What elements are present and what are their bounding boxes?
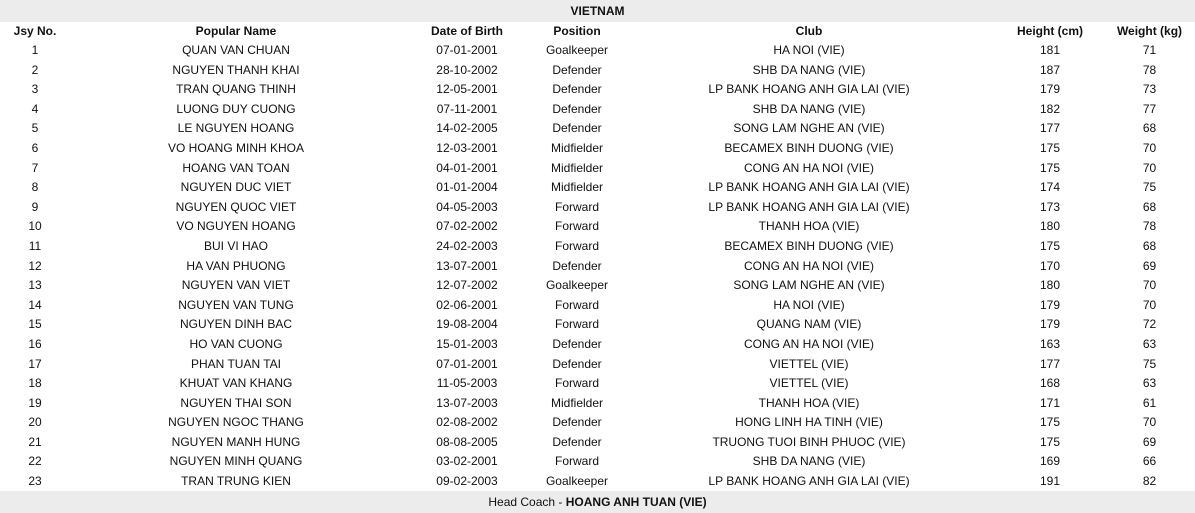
cell-dob: 24-02-2003 bbox=[436, 238, 498, 253]
cell-position: Forward bbox=[554, 317, 599, 332]
cell-club: CONG AN HA NOI (VIE) bbox=[743, 160, 875, 175]
cell-height: 182 bbox=[1039, 101, 1061, 116]
table-row bbox=[0, 41, 1195, 61]
cell-club: LP BANK HOANG ANH GIA LAI (VIE) bbox=[708, 474, 910, 489]
cell-name: HO VAN CUONG bbox=[189, 336, 283, 351]
cell-jsy: 12 bbox=[28, 258, 42, 273]
header-height: Height (cm) bbox=[1017, 24, 1083, 38]
table-row bbox=[0, 217, 1195, 237]
cell-height: 175 bbox=[1039, 140, 1061, 155]
cell-position: Goalkeeper bbox=[545, 278, 609, 293]
cell-name: QUAN VAN CHUAN bbox=[182, 43, 290, 57]
cell-height: 177 bbox=[1039, 121, 1061, 136]
cell-name: HOANG VAN TOAN bbox=[182, 160, 290, 175]
head-coach-label: Head Coach - bbox=[488, 495, 566, 509]
cell-position: Defender bbox=[552, 121, 602, 136]
cell-dob: 01-01-2004 bbox=[436, 180, 498, 195]
cell-weight: 77 bbox=[1142, 101, 1157, 116]
cell-jsy: 10 bbox=[28, 219, 42, 234]
cell-position: Goalkeeper bbox=[545, 43, 609, 57]
cell-position: Defender bbox=[552, 101, 602, 116]
head-coach-bar bbox=[0, 491, 1195, 513]
cell-jsy: 6 bbox=[31, 140, 39, 155]
table-row bbox=[0, 178, 1195, 198]
cell-weight: 70 bbox=[1142, 140, 1157, 155]
header-position: Position bbox=[553, 24, 601, 38]
cell-position: Midfielder bbox=[550, 140, 604, 155]
cell-weight: 78 bbox=[1142, 62, 1157, 77]
cell-weight: 75 bbox=[1142, 180, 1157, 195]
table-row bbox=[0, 413, 1195, 433]
cell-name: NGUYEN THAI SON bbox=[180, 395, 292, 410]
cell-dob: 07-01-2001 bbox=[436, 356, 498, 371]
cell-position: Midfielder bbox=[550, 395, 604, 410]
cell-height: 168 bbox=[1039, 376, 1061, 391]
cell-weight: 70 bbox=[1142, 278, 1157, 293]
table-row bbox=[0, 452, 1195, 472]
cell-height: 163 bbox=[1039, 336, 1061, 351]
cell-name: TRAN QUANG THINH bbox=[176, 82, 296, 97]
cell-club: CONG AN HA NOI (VIE) bbox=[743, 336, 875, 351]
cell-jsy: 20 bbox=[28, 415, 42, 430]
cell-height: 175 bbox=[1039, 434, 1061, 449]
header-jsy: Jsy No. bbox=[13, 24, 57, 38]
header-dob: Date of Birth bbox=[431, 24, 503, 38]
header-club: Club bbox=[795, 24, 823, 38]
cell-height: 177 bbox=[1039, 356, 1061, 371]
cell-position: Forward bbox=[554, 376, 599, 391]
header-name: Popular Name bbox=[195, 24, 277, 38]
cell-dob: 15-01-2003 bbox=[436, 336, 498, 351]
cell-height: 180 bbox=[1039, 278, 1061, 293]
table-row bbox=[0, 276, 1195, 296]
cell-club: SHB DA NANG (VIE) bbox=[752, 101, 866, 116]
cell-height: 169 bbox=[1039, 454, 1061, 469]
cell-weight: 68 bbox=[1142, 121, 1157, 136]
cell-jsy: 5 bbox=[31, 121, 39, 136]
cell-position: Midfielder bbox=[550, 160, 604, 175]
cell-name: NGUYEN VAN VIET bbox=[181, 278, 291, 293]
cell-jsy: 9 bbox=[31, 199, 39, 214]
cell-weight: 70 bbox=[1142, 160, 1157, 175]
cell-club: TRUONG TUOI BINH PHUOC (VIE) bbox=[712, 434, 906, 449]
cell-name: NGUYEN DUC VIET bbox=[180, 180, 292, 195]
cell-height: 175 bbox=[1039, 238, 1061, 253]
cell-dob: 28-10-2002 bbox=[436, 62, 498, 77]
cell-club: QUANG NAM (VIE) bbox=[756, 317, 862, 332]
cell-weight: 63 bbox=[1142, 336, 1157, 351]
table-row bbox=[0, 355, 1195, 375]
cell-club: VIETTEL (VIE) bbox=[769, 356, 849, 371]
cell-position: Forward bbox=[554, 238, 599, 253]
table-row bbox=[0, 119, 1195, 139]
cell-weight: 69 bbox=[1142, 434, 1157, 449]
cell-club: HONG LINH HA TINH (VIE) bbox=[735, 415, 883, 430]
cell-club: LP BANK HOANG ANH GIA LAI (VIE) bbox=[708, 180, 910, 195]
cell-height: 179 bbox=[1039, 317, 1061, 332]
cell-jsy: 11 bbox=[28, 238, 42, 253]
cell-jsy: 22 bbox=[28, 454, 42, 469]
table-row bbox=[0, 433, 1195, 453]
cell-name: VO NGUYEN HOANG bbox=[176, 219, 296, 234]
table-row bbox=[0, 80, 1195, 100]
cell-dob: 02-08-2002 bbox=[436, 415, 498, 430]
table-row bbox=[0, 394, 1195, 414]
cell-name: NGUYEN DINH BAC bbox=[179, 317, 292, 332]
table-row bbox=[0, 139, 1195, 159]
cell-name: NGUYEN VAN TUNG bbox=[178, 297, 294, 312]
cell-height: 179 bbox=[1039, 297, 1061, 312]
cell-weight: 66 bbox=[1142, 454, 1157, 469]
table-row bbox=[0, 296, 1195, 316]
cell-name: BUI VI HAO bbox=[203, 238, 268, 253]
cell-position: Defender bbox=[552, 258, 602, 273]
cell-club: HA NOI (VIE) bbox=[773, 43, 845, 57]
cell-name: HA VAN PHUONG bbox=[186, 258, 286, 273]
cell-jsy: 15 bbox=[28, 317, 42, 332]
cell-dob: 07-11-2001 bbox=[436, 101, 498, 116]
table-row bbox=[0, 374, 1195, 394]
cell-name: TRAN TRUNG KIEN bbox=[181, 474, 291, 489]
table-row bbox=[0, 335, 1195, 355]
cell-weight: 69 bbox=[1142, 258, 1157, 273]
cell-weight: 75 bbox=[1142, 356, 1157, 371]
cell-jsy: 23 bbox=[28, 474, 42, 489]
table-row bbox=[0, 257, 1195, 277]
cell-position: Forward bbox=[554, 219, 599, 234]
cell-weight: 63 bbox=[1142, 376, 1157, 391]
cell-name: LUONG DUY CUONG bbox=[176, 101, 296, 116]
cell-position: Forward bbox=[554, 297, 599, 312]
cell-position: Forward bbox=[554, 454, 599, 469]
cell-weight: 78 bbox=[1142, 219, 1157, 234]
cell-weight: 71 bbox=[1142, 43, 1157, 57]
cell-position: Defender bbox=[552, 434, 602, 449]
cell-club: BECAMEX BINH DUONG (VIE) bbox=[724, 140, 894, 155]
cell-dob: 07-02-2002 bbox=[436, 219, 498, 234]
cell-position: Defender bbox=[552, 356, 602, 371]
header-weight: Weight (kg) bbox=[1116, 24, 1183, 38]
table-row bbox=[0, 198, 1195, 218]
cell-position: Forward bbox=[554, 199, 599, 214]
cell-weight: 68 bbox=[1142, 238, 1157, 253]
cell-jsy: 17 bbox=[28, 356, 42, 371]
cell-dob: 13-07-2001 bbox=[436, 258, 498, 273]
cell-height: 174 bbox=[1039, 180, 1061, 195]
cell-dob: 12-07-2002 bbox=[436, 278, 498, 293]
cell-name: NGUYEN THANH KHAI bbox=[172, 62, 300, 77]
cell-height: 187 bbox=[1039, 62, 1061, 77]
cell-jsy: 3 bbox=[31, 82, 39, 97]
cell-jsy: 4 bbox=[31, 101, 39, 116]
cell-position: Defender bbox=[552, 336, 602, 351]
cell-name: NGUYEN MANH HUNG bbox=[171, 434, 301, 449]
player-rows bbox=[0, 41, 1195, 492]
cell-position: Defender bbox=[552, 82, 602, 97]
table-row bbox=[0, 315, 1195, 335]
cell-dob: 13-07-2003 bbox=[436, 395, 498, 410]
cell-club: SONG LAM NGHE AN (VIE) bbox=[733, 278, 885, 293]
cell-jsy: 1 bbox=[31, 43, 39, 57]
cell-height: 181 bbox=[1039, 43, 1061, 57]
cell-name: PHAN TUAN TAI bbox=[190, 356, 282, 371]
cell-club: LP BANK HOANG ANH GIA LAI (VIE) bbox=[708, 82, 910, 97]
cell-height: 175 bbox=[1039, 415, 1061, 430]
cell-club: BECAMEX BINH DUONG (VIE) bbox=[724, 238, 894, 253]
cell-jsy: 13 bbox=[28, 278, 42, 293]
cell-weight: 70 bbox=[1142, 415, 1157, 430]
head-coach-name: HOANG ANH TUAN (VIE) bbox=[565, 495, 707, 509]
cell-dob: 14-02-2005 bbox=[436, 121, 498, 136]
cell-name: KHUAT VAN KHANG bbox=[179, 376, 293, 391]
cell-weight: 70 bbox=[1142, 297, 1157, 312]
cell-dob: 07-01-2001 bbox=[436, 43, 498, 57]
cell-club: SHB DA NANG (VIE) bbox=[752, 62, 866, 77]
cell-position: Defender bbox=[552, 415, 602, 430]
cell-position: Defender bbox=[552, 62, 602, 77]
cell-height: 180 bbox=[1039, 219, 1061, 234]
cell-dob: 11-05-2003 bbox=[436, 376, 498, 391]
cell-position: Midfielder bbox=[550, 180, 604, 195]
cell-dob: 12-03-2001 bbox=[436, 140, 498, 155]
cell-jsy: 14 bbox=[28, 297, 42, 312]
table-row bbox=[0, 237, 1195, 257]
cell-club: SHB DA NANG (VIE) bbox=[752, 454, 866, 469]
cell-height: 175 bbox=[1039, 160, 1061, 175]
cell-jsy: 21 bbox=[28, 434, 42, 449]
cell-name: NGUYEN MINH QUANG bbox=[169, 454, 303, 469]
cell-height: 179 bbox=[1039, 82, 1061, 97]
cell-weight: 61 bbox=[1142, 395, 1157, 410]
table-row bbox=[0, 61, 1195, 81]
cell-club: THANH HOA (VIE) bbox=[758, 219, 860, 234]
cell-height: 173 bbox=[1039, 199, 1061, 214]
table-row bbox=[0, 100, 1195, 120]
cell-dob: 12-05-2001 bbox=[436, 82, 498, 97]
cell-dob: 08-08-2005 bbox=[436, 434, 498, 449]
cell-jsy: 19 bbox=[28, 395, 42, 410]
cell-height: 191 bbox=[1039, 474, 1061, 489]
cell-position: Goalkeeper bbox=[545, 474, 609, 489]
cell-weight: 73 bbox=[1142, 82, 1157, 97]
cell-name: VO HOANG MINH KHOA bbox=[167, 140, 304, 155]
cell-jsy: 8 bbox=[31, 180, 39, 195]
cell-dob: 19-08-2004 bbox=[436, 317, 498, 332]
cell-weight: 82 bbox=[1142, 474, 1157, 489]
cell-jsy: 16 bbox=[28, 336, 42, 351]
table-row bbox=[0, 472, 1195, 492]
cell-club: CONG AN HA NOI (VIE) bbox=[743, 258, 875, 273]
cell-club: SONG LAM NGHE AN (VIE) bbox=[733, 121, 885, 136]
cell-dob: 04-05-2003 bbox=[436, 199, 498, 214]
cell-club: VIETTEL (VIE) bbox=[769, 376, 849, 391]
cell-height: 170 bbox=[1039, 258, 1061, 273]
cell-dob: 04-01-2001 bbox=[436, 160, 498, 175]
cell-dob: 03-02-2001 bbox=[436, 454, 498, 469]
team-title: VIETNAM bbox=[0, 0, 1195, 22]
cell-height: 171 bbox=[1039, 395, 1061, 410]
cell-club: HA NOI (VIE) bbox=[773, 297, 845, 312]
cell-jsy: 7 bbox=[31, 160, 39, 175]
cell-jsy: 18 bbox=[28, 376, 42, 391]
cell-weight: 68 bbox=[1142, 199, 1157, 214]
cell-weight: 72 bbox=[1142, 317, 1157, 332]
cell-name: NGUYEN NGOC THANG bbox=[168, 415, 304, 430]
cell-dob: 02-06-2001 bbox=[436, 297, 498, 312]
cell-club: THANH HOA (VIE) bbox=[758, 395, 860, 410]
cell-name: NGUYEN QUOC VIET bbox=[175, 199, 297, 214]
table-row bbox=[0, 159, 1195, 179]
cell-name: LE NGUYEN HOANG bbox=[177, 121, 295, 136]
cell-club: LP BANK HOANG ANH GIA LAI (VIE) bbox=[708, 199, 910, 214]
cell-jsy: 2 bbox=[31, 62, 39, 77]
squad-table bbox=[0, 22, 1195, 492]
cell-dob: 09-02-2003 bbox=[436, 474, 498, 489]
header-row bbox=[0, 22, 1195, 41]
